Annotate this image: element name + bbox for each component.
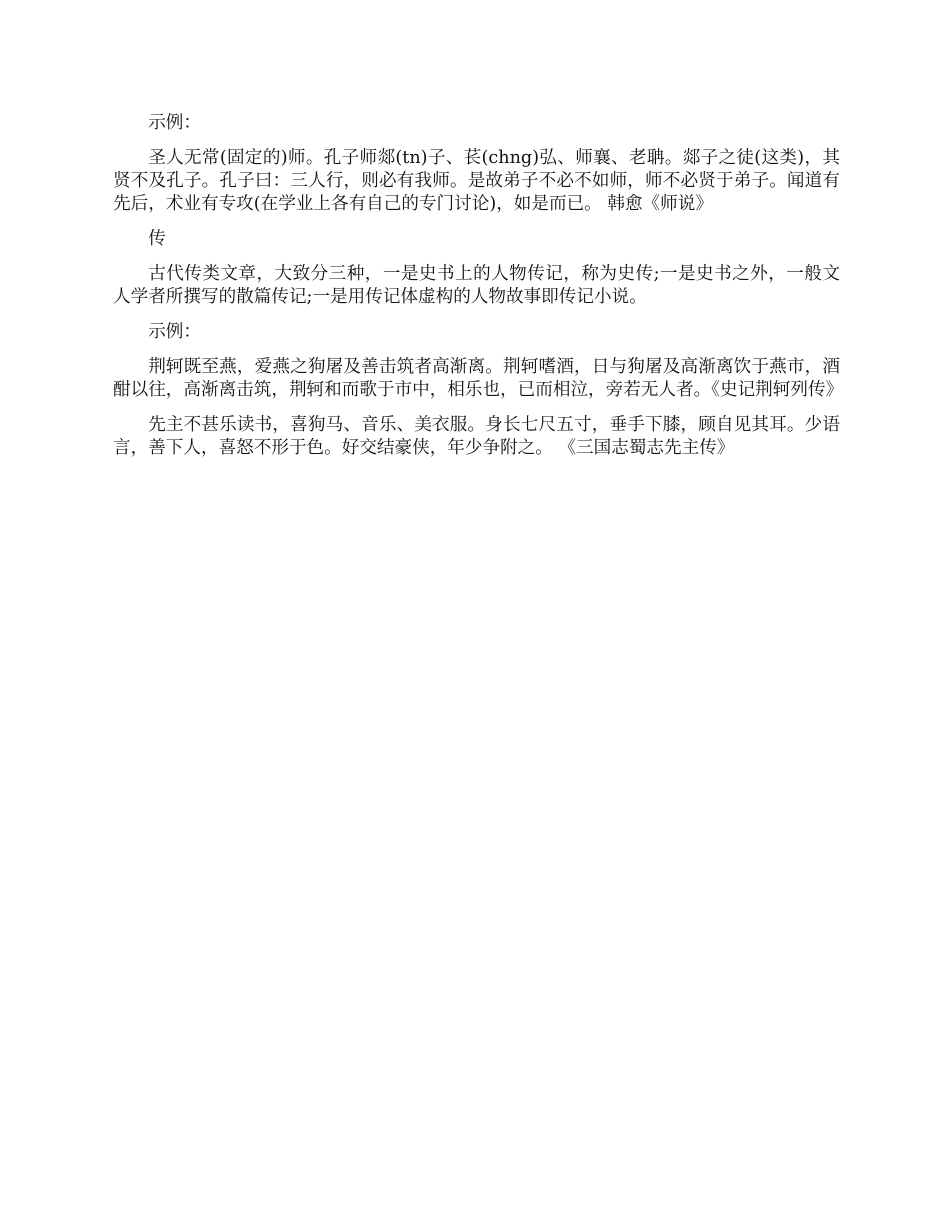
document-body: [113, 112, 844, 472]
example-label-2: 示例：: [148, 322, 201, 342]
zhuan-description: 古代传类文章，大致分三种，一是史书上的人物传记，称为史传;一是史书之外，一般文人学者所撰写的散篇传记;一是用传记体虚构的人物故事即传记小说。: [113, 264, 840, 307]
sanguozhi-excerpt: 先主不甚乐读书，喜狗马、音乐、美衣服。身长七尺五寸，垂手下膝，顾自见其耳。少语言，善下人，喜怒不形于色。好交结豪侠，年少争附之。 《三国志蜀志先主传》: [113, 415, 840, 458]
section-heading-zhuan: 传: [148, 229, 166, 249]
shiji-jingke-excerpt: 荆轲既至燕，爱燕之狗屠及善击筑者高渐离。荆轲嗜酒，日与狗屠及高渐离饮于燕市，酒酣以往，高渐离击筑，荆轲和而歌于市中，相乐也，已而相泣，旁若无人者。《史记荆轲列传》: [113, 357, 844, 400]
shishuo-excerpt: 圣人无常(固定的)师。孔子师郯(tn)子、苌(chng)弘、师襄、老聃。郯子之徒(这类)，其贤不及孔子。孔子曰：三人行，则必有我师。是故弟子不必不如师，师不必贤于弟子。闻道有先后，术业有专攻(在学业上各有自己的专门讨论)，如是而已。 韩愈《师说》: [113, 148, 840, 214]
example-label-1: 示例：: [148, 113, 201, 133]
